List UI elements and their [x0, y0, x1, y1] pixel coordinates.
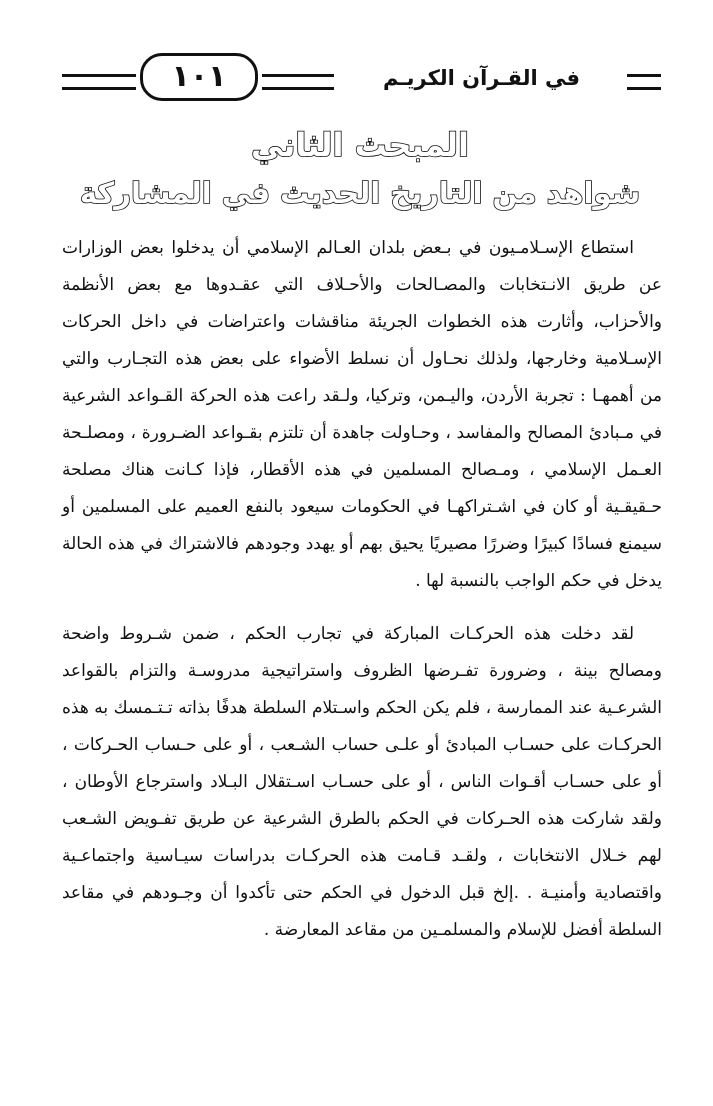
running-title: في القـرآن الكريـم [382, 66, 581, 90]
paragraph: استطاع الإسـلامـيون في بـعض بلدان العـالم الإسلامي أن يدخلوا بعض الوزارات عن طريق الانـتخابات والمصـالحات والأحـلاف التي عقـدوها مع بعض الأنظمة والأحزاب، وأثارت هذه الخطوات الجريئة مناقشات واعتراضات في داخل الحركات الإسـلامية وخارجها، ولذلك نحـاول أن نسلط الأضواء على بعض هذه التجـارب والتي من أهمهـا : تجربة الأردن، واليـمن، وتركيا، ولـقد راعت هذه الحركة القـواعد الشرعية في مـبادئ المصالح والمفاسد ، وحـاولت جاهدة أن تلتزم بقـواعد الضـرورة ، ومصلـحة العـمل الإسلامي ، ومـصالح المسلمين في هذه الأقطار، فإذا كـانت هناك مصلحة حـقيقـية أو كان في اشـتراكهـا في الحكومات سيعود بالنفع العميم على المسلمين أو سيمنع فسادًا كبيرًا وضررًا مصيريًا يحيق بهم أو يهدد وجودهم فالاشتراك في هذه الحالة يدخل في حكم الواجب بالنسبة لها . [62, 238, 662, 591]
section-heading: المبحث الثاني [250, 126, 470, 164]
paragraph: لقد دخلت هذه الحركـات المباركة في تجارب الحكم ، ضمن شـروط واضحة ومصالح بينة ، وضرورة تفـرضها الظروف واستراتيجية مدروسـة والتزام بالقواعد الشرعـية عند الممارسة ، فلم يكن الحكم واسـتلام السلطة هدفًا بذاته تـتـمسك به هذه الحركـات على حسـاب المبادئ أو علـى حساب الشـعب ، أو على حـساب الحـركات ، أو على حسـاب أقـوات الناس ، أو على حسـاب اسـتقلال البـلاد واسترجاع الأوطان ، ولقد شاركت هذه الحـركات في الحكم بالطرق الشرعية عن طريق تفـويض الشـعب لهم خـلال الانتخابات ، ولقـد قـامت هذه الحركـات بدراسات سيـاسية واجتماعـية واقتصادية وأمنيـة . .إلخ قبل الدخول في الحكم حتى تأكدوا أن وجـودهم في مقاعد السلطة أفضل للإسلام والمسلمـين من مقاعد المعارضة . [62, 624, 662, 940]
header-double-rule-middle [262, 74, 334, 90]
page-header [62, 48, 662, 108]
section-subheading: شواهد من التاريخ الحديث في المشاركة [79, 176, 641, 210]
header-double-rule-left [62, 74, 136, 90]
header-double-rule-right [627, 74, 661, 90]
page-number: ١٠١ [171, 59, 227, 94]
page-number-frame [140, 53, 258, 101]
body-text [62, 230, 662, 949]
